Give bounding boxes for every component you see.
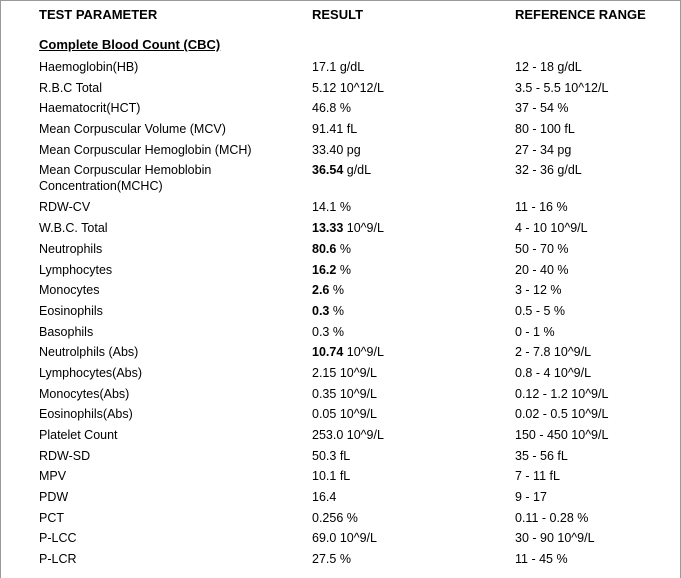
reference-range: 0.11 - 0.28 % <box>515 510 589 525</box>
reference-range: 7 - 11 fL <box>515 469 560 484</box>
result-value: 80.6 <box>312 241 337 256</box>
result-unit: % <box>329 303 344 318</box>
result-cell <box>312 199 351 215</box>
result-cell <box>312 551 351 567</box>
reference-range: 35 - 56 fL <box>515 448 568 463</box>
table-row <box>0 324 681 345</box>
result-unit: fL <box>336 469 351 484</box>
test-parameter-name: Neutrophils <box>39 241 103 256</box>
result-cell <box>312 530 377 546</box>
test-parameter-name: W.B.C. Total <box>39 221 108 236</box>
result-value: 50.3 <box>312 448 337 463</box>
result-cell <box>312 80 384 96</box>
reference-range: 30 - 90 10^9/L <box>515 531 595 546</box>
test-parameter-name: Eosinophils <box>39 303 103 318</box>
reference-range: 0.12 - 1.2 10^9/L <box>515 386 609 401</box>
table-row <box>0 530 681 551</box>
result-cell <box>312 386 377 402</box>
result-value: 14.1 <box>312 200 337 215</box>
result-unit: pg <box>343 142 361 157</box>
table-row <box>0 162 681 199</box>
reference-range: 150 - 450 10^9/L <box>515 428 609 442</box>
table-row <box>0 80 681 101</box>
result-unit: 10^9/L <box>343 221 384 236</box>
reference-range: 4 - 10 10^9/L <box>515 221 588 236</box>
table-row <box>0 121 681 142</box>
result-value: 0.05 <box>312 407 337 422</box>
result-value: 10.74 <box>312 345 344 360</box>
result-cell <box>312 324 344 340</box>
test-parameter-name: Mean Corpuscular Hemoblobin Concentration(MCHC) <box>39 163 212 194</box>
test-parameter-name: R.B.C Total <box>39 80 102 95</box>
result-unit: fL <box>343 122 358 137</box>
table-row <box>0 427 681 448</box>
result-cell <box>312 142 361 158</box>
test-parameter-name: Platelet Count <box>39 428 118 442</box>
test-parameter-name: Lymphocytes <box>39 262 113 277</box>
result-cell <box>312 344 384 360</box>
reference-range: 0.8 - 4 10^9/L <box>515 365 592 380</box>
reference-range: 3 - 12 % <box>515 283 562 298</box>
result-value: 13.33 <box>312 221 344 236</box>
test-parameter-name: Eosinophils(Abs) <box>39 407 133 422</box>
result-unit: % <box>329 283 344 298</box>
result-value: 0.3 <box>312 303 330 318</box>
result-unit: fL <box>336 448 351 463</box>
result-unit: 10^9/L <box>336 407 377 422</box>
table-row <box>0 241 681 262</box>
test-parameter-name: Haematocrit(HCT) <box>39 101 141 116</box>
reference-range: 0.5 - 5 % <box>515 303 566 318</box>
reference-range: 50 - 70 % <box>515 241 569 256</box>
table-row <box>0 100 681 121</box>
reference-range: 0 - 1 % <box>515 324 555 339</box>
table-row <box>0 510 681 531</box>
result-value: 2.15 <box>312 365 337 380</box>
result-cell <box>312 406 377 422</box>
reference-range: 12 - 18 g/dL <box>515 60 582 74</box>
result-cell <box>312 100 351 116</box>
reference-range: 3.5 - 5.5 10^12/L <box>515 80 609 95</box>
result-unit: 10^9/L <box>336 531 377 546</box>
test-parameter-name: MPV <box>39 469 67 484</box>
table-row <box>0 386 681 407</box>
test-parameter-name: Monocytes(Abs) <box>39 386 130 401</box>
table-row <box>0 282 681 303</box>
test-parameter-name: Lymphocytes(Abs) <box>39 365 143 380</box>
result-unit: % <box>336 552 351 567</box>
result-cell <box>312 365 377 381</box>
result-value: 16.2 <box>312 262 337 277</box>
result-value: 0.3 <box>312 324 330 339</box>
table-row <box>0 489 681 510</box>
test-parameter-name: P-LCC <box>39 531 77 546</box>
test-parameter-name: Basophils <box>39 324 94 339</box>
result-unit: % <box>329 324 344 339</box>
table-row <box>0 406 681 427</box>
result-value: 2.6 <box>312 283 330 298</box>
test-parameter-name: Mean Corpuscular Hemoglobin (MCH) <box>39 142 252 157</box>
result-cell <box>312 121 357 137</box>
result-unit: 10^9/L <box>336 365 377 380</box>
test-parameter-name: RDW-SD <box>39 448 91 463</box>
result-value: 27.5 <box>312 552 337 567</box>
test-parameter-name: P-LCR <box>39 552 77 567</box>
table-row <box>0 199 681 220</box>
result-unit: 10^12/L <box>336 80 384 95</box>
result-unit: % <box>336 101 351 116</box>
reference-range: 32 - 36 g/dL <box>515 163 582 178</box>
reference-range: 11 - 16 % <box>515 200 568 215</box>
result-cell <box>312 282 344 298</box>
result-value: 16.4 <box>312 490 337 505</box>
table-row <box>0 59 681 80</box>
result-value: 36.54 <box>312 163 344 178</box>
table-row <box>0 344 681 365</box>
test-parameter-name: Haemoglobin(HB) <box>39 60 139 74</box>
result-cell <box>312 448 350 464</box>
header-reference-range: REFERENCE RANGE <box>515 7 646 22</box>
result-value: 69.0 <box>312 531 337 546</box>
result-value: 5.12 <box>312 80 337 95</box>
result-unit: 10^9/L <box>343 428 384 442</box>
result-cell <box>312 241 351 257</box>
result-cell <box>312 59 364 75</box>
result-unit: g/dL <box>336 60 365 74</box>
result-value: 46.8 <box>312 101 337 116</box>
reference-range: 11 - 45 % <box>515 552 568 567</box>
result-cell <box>312 162 371 178</box>
reference-range: 27 - 34 pg <box>515 142 572 157</box>
result-unit: % <box>336 241 351 256</box>
result-unit: % <box>336 262 351 277</box>
result-value: 91.41 <box>312 122 344 137</box>
result-cell <box>312 468 350 484</box>
test-parameter-name: Neutrolphils (Abs) <box>39 345 139 360</box>
result-unit: 10^9/L <box>343 345 384 360</box>
test-parameter-name: RDW-CV <box>39 200 91 215</box>
table-row <box>0 551 681 572</box>
reference-range: 0.02 - 0.5 10^9/L <box>515 407 609 422</box>
header-result: RESULT <box>312 7 364 22</box>
result-value: 10.1 <box>312 469 337 484</box>
table-row <box>0 365 681 386</box>
test-parameter-name: PCT <box>39 510 64 525</box>
result-value: 33.40 <box>312 142 344 157</box>
test-parameter-name: PDW <box>39 490 69 505</box>
result-unit: g/dL <box>343 163 372 178</box>
result-value: 253.0 <box>312 428 344 442</box>
result-cell <box>312 303 344 319</box>
reference-range: 80 - 100 fL <box>515 122 575 137</box>
table-row <box>0 142 681 163</box>
test-parameter-name: Monocytes <box>39 283 100 298</box>
result-value: 0.35 <box>312 386 337 401</box>
result-cell <box>312 262 351 278</box>
reference-range: 37 - 54 % <box>515 101 569 116</box>
results-table <box>0 59 681 572</box>
reference-range: 20 - 40 % <box>515 262 569 277</box>
result-unit: 10^9/L <box>336 386 377 401</box>
reference-range: 2 - 7.8 10^9/L <box>515 345 592 360</box>
result-cell <box>312 489 336 505</box>
result-cell <box>312 427 384 443</box>
table-row <box>0 303 681 324</box>
result-value: 0.256 <box>312 510 344 525</box>
table-header <box>0 7 681 25</box>
test-parameter-name: Mean Corpuscular Volume (MCV) <box>39 122 226 137</box>
result-cell <box>312 510 358 526</box>
result-value: 17.1 <box>312 60 337 74</box>
frame-top-border <box>0 0 681 1</box>
table-row <box>0 468 681 489</box>
table-row <box>0 220 681 241</box>
header-test-parameter: TEST PARAMETER <box>39 7 158 22</box>
section-title-cbc: Complete Blood Count (CBC) <box>39 37 221 52</box>
result-unit: % <box>343 510 358 525</box>
reference-range: 9 - 17 <box>515 490 547 505</box>
result-unit: % <box>336 200 351 215</box>
result-cell <box>312 220 384 236</box>
table-row <box>0 448 681 469</box>
table-row <box>0 262 681 283</box>
